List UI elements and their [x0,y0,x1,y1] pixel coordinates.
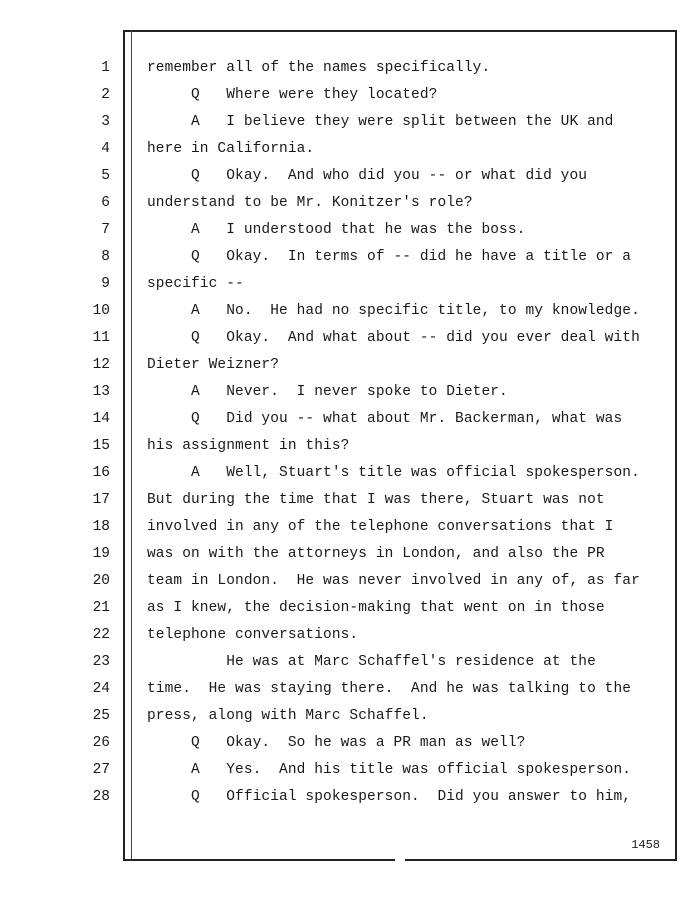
line-number: 12 [92,357,110,373]
line-number: 11 [92,330,110,346]
transcript-line: A Yes. And his title was official spokesperson. [147,762,632,778]
transcript-line: A I understood that he was the boss. [147,222,526,238]
line-number: 13 [92,384,110,400]
transcript-line: Q Okay. And what about -- did you ever deal with [147,330,640,346]
transcript-line: understand to be Mr. Konitzer's role? [147,195,473,211]
transcript-body [147,55,667,811]
line-number: 8 [101,249,110,265]
transcript-line: involved in any of the telephone conversations that I [147,519,614,535]
line-number: 6 [101,195,110,211]
line-number: 15 [92,438,110,454]
bottom-rule-left [123,859,395,861]
line-number: 28 [92,789,110,805]
line-number: 10 [92,303,110,319]
line-number: 26 [92,735,110,751]
transcript-line: A Never. I never spoke to Dieter. [147,384,508,400]
line-number: 20 [92,573,110,589]
transcript-line: Q Okay. And who did you -- or what did you [147,168,588,184]
transcript-line: telephone conversations. [147,627,359,643]
transcript-line: A Well, Stuart's title was official spokesperson. [147,465,640,481]
line-number: 3 [101,114,110,130]
line-number: 24 [92,681,110,697]
line-number: 1 [101,60,110,76]
transcript-line: Q Where were they located? [147,87,438,103]
transcript-line: A I believe they were split between the UK and [147,114,614,130]
line-number-column [60,55,110,811]
transcript-line: A No. He had no specific title, to my knowledge. [147,303,640,319]
transcript-line: time. He was staying there. And he was talking to the [147,681,632,697]
line-number: 21 [92,600,110,616]
transcript-line: Q Okay. So he was a PR man as well? [147,735,526,751]
transcript-line: his assignment in this? [147,438,350,454]
line-number: 2 [101,87,110,103]
line-number: 4 [101,141,110,157]
transcript-line: remember all of the names specifically. [147,60,491,76]
line-number: 5 [101,168,110,184]
line-number: 9 [101,276,110,292]
transcript-line: Q Did you -- what about Mr. Backerman, what was [147,411,623,427]
transcript-line: as I knew, the decision-making that went on in those [147,600,605,616]
line-number: 16 [92,465,110,481]
transcript-line: Dieter Weizner? [147,357,280,373]
bottom-rule-right [405,859,677,861]
page-number: 1458 [631,838,660,852]
transcript-line: here in California. [147,141,315,157]
line-number: 19 [92,546,110,562]
transcript-line: But during the time that I was there, Stuart was not [147,492,605,508]
line-number: 18 [92,519,110,535]
line-number: 14 [92,411,110,427]
transcript-line: was on with the attorneys in London, and also the PR [147,546,605,562]
line-number: 17 [92,492,110,508]
line-number: 7 [101,222,110,238]
line-number: 25 [92,708,110,724]
margin-rule [131,30,132,860]
transcript-line: specific -- [147,276,244,292]
line-number: 27 [92,762,110,778]
transcript-line: He was at Marc Schaffel's residence at the [147,654,596,670]
line-number: 23 [92,654,110,670]
transcript-line: press, along with Marc Schaffel. [147,708,429,724]
transcript-line: Q Okay. In terms of -- did he have a title or a [147,249,632,265]
transcript-line: team in London. He was never involved in any of, as far [147,573,640,589]
transcript-line: Q Official spokesperson. Did you answer to him, [147,789,632,805]
line-number: 22 [92,627,110,643]
